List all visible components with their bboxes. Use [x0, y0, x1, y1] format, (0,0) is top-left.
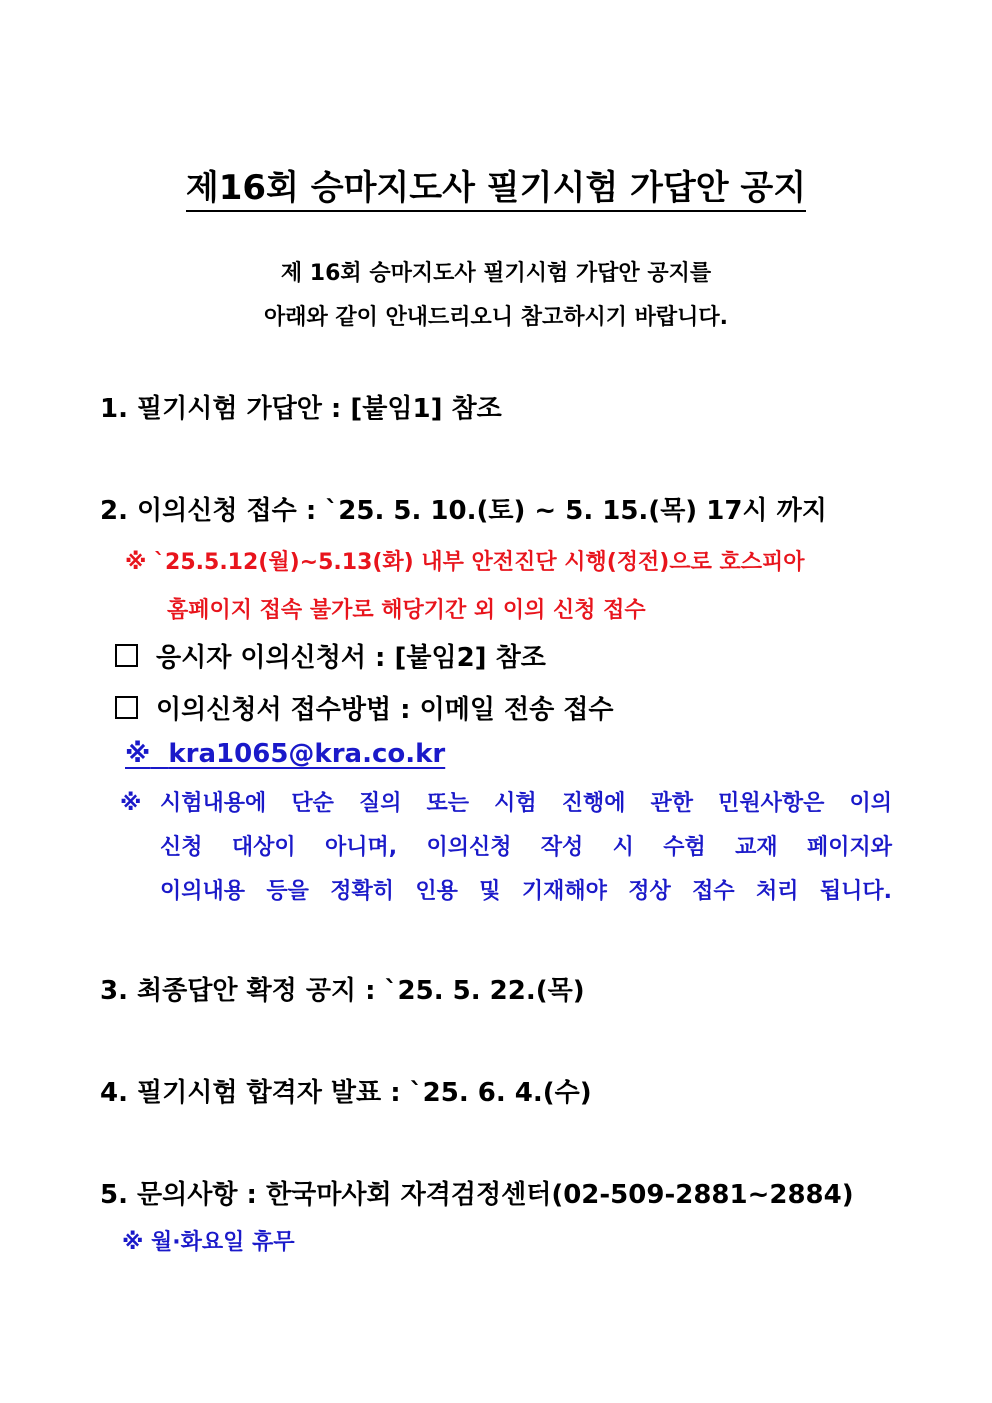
intro-line-1: 제 16회 승마지도사 필기시험 가답안 공지를 [280, 261, 712, 286]
note-line-3: 이의내용 등을 정확히 인용 및 기재해야 정상 접수 처리 됩니다. [160, 879, 892, 904]
note-mark: ※ [120, 791, 142, 816]
checkbox-icon [115, 696, 138, 719]
closed-days-note: ※ 월·화요일 휴무 [122, 1230, 295, 1255]
item-2-objection-period: 2. 이의신청 접수 : `25. 5. 10.(토) ~ 5. 15.(목) 17시 까지 [100, 496, 827, 526]
item-1-answer-key: 1. 필기시험 가답안 : [붙임1] 참조 [100, 394, 502, 424]
email-line [125, 739, 445, 769]
item-5-inquiries: 5. 문의사항 : 한국마사회 자격검정센터(02-509-2881~2884) [100, 1180, 854, 1210]
checklist-item-method: 이의신청서 접수방법 : 이메일 전송 접수 [115, 689, 614, 726]
page-title: 제16회 승마지도사 필기시험 가답안 공지 [0, 160, 992, 209]
checklist-item-form: 응시자 이의신청서 : [붙임2] 참조 [115, 637, 546, 674]
intro-line-2: 아래와 같이 안내드리오니 참고하시기 바랍니다. [263, 305, 729, 330]
checkbox-icon [115, 644, 138, 667]
outage-notice-line-2: 홈페이지 접속 불가로 해당기간 외 이의 신청 접수 [167, 598, 646, 623]
item-3-final-answer: 3. 최종답안 확정 공지 : `25. 5. 22.(목) [100, 976, 585, 1006]
note-line-1: 시험내용에 단순 질의 또는 시험 진행에 관한 민원사항은 이의 [160, 791, 892, 816]
email-link[interactable]: kra1065@kra.co.kr [168, 739, 446, 769]
objection-note [120, 782, 892, 914]
outage-notice-line-1: ※ `25.5.12(월)~5.13(화) 내부 안전진단 시행(정전)으로 호스피아 [125, 550, 805, 575]
note-line-2: 신청 대상이 아니며, 이의신청 작성 시 수험 교재 페이지와 [160, 835, 892, 860]
item-4-results: 4. 필기시험 합격자 발표 : `25. 6. 4.(수) [100, 1078, 592, 1108]
email-mark: ※ [125, 739, 151, 769]
